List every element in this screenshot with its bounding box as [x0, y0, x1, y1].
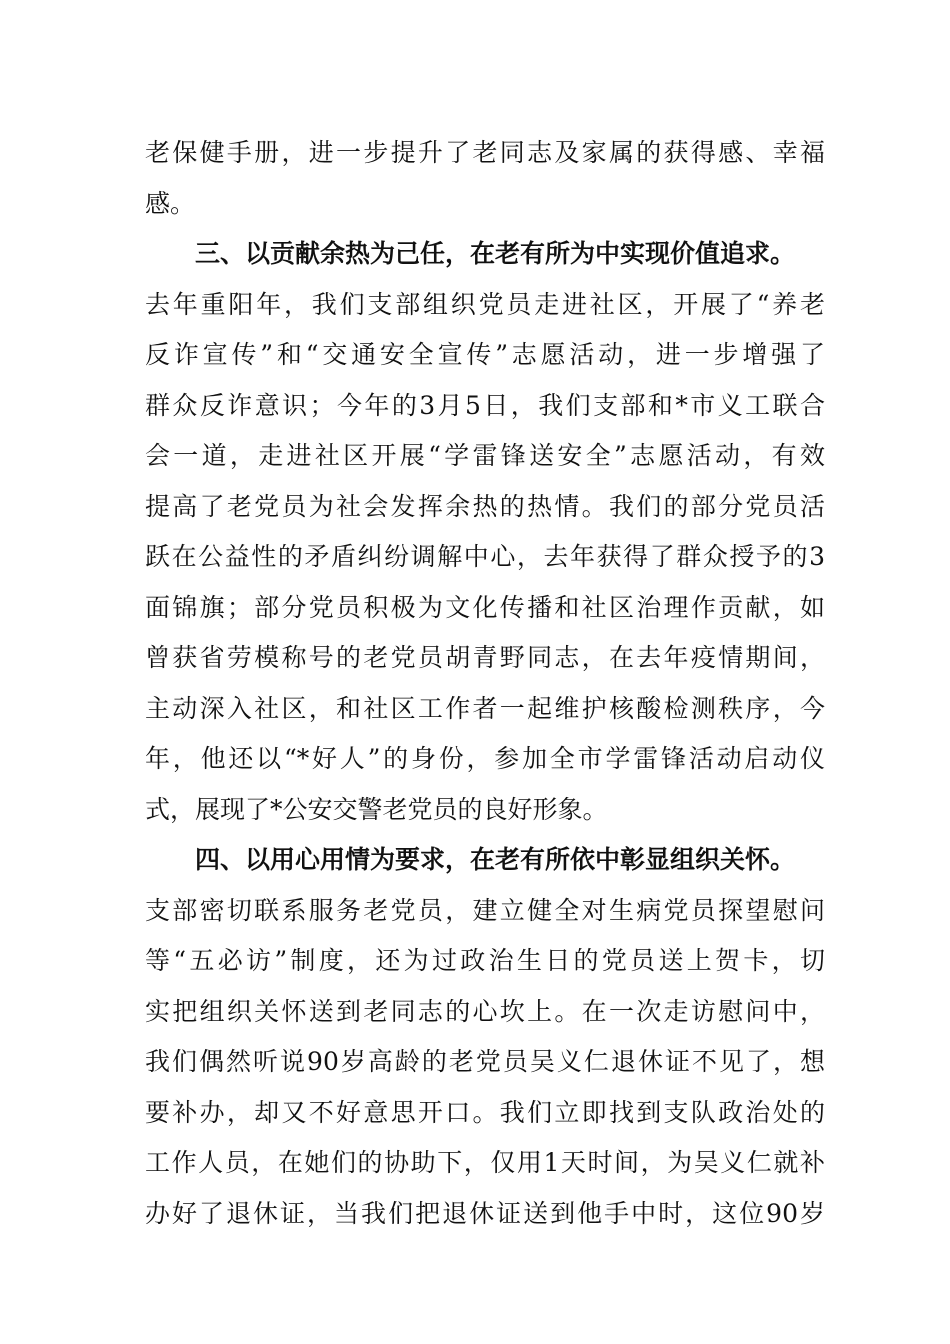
paragraph-last-line: 式，展现了*公安交警老党员的良好形象。 — [145, 794, 608, 824]
text-line: 曾获省劳模称号的老党员胡青野同志，在去年疫情期间， — [145, 643, 825, 672]
text-line: 群众反诈意识；今年的3月5日，我们支部和*市义工联合 — [145, 390, 825, 420]
text-line: 反诈宣传”和“交通安全宣传”志愿活动，进一步增强了 — [145, 340, 825, 369]
text-line: 等“五必访”制度，还为过政治生日的党员送上贺卡，切 — [145, 946, 825, 975]
text-line: 会一道，走进社区开展“学雷锋送安全”志愿活动，有效 — [145, 441, 825, 470]
text-line: 老保健手册，进一步提升了老同志及家属的获得感、幸福 — [145, 138, 825, 167]
text-line: 提高了老党员为社会发挥余热的热情。我们的部分党员活 — [145, 491, 825, 521]
text-line: 实把组织关怀送到老同志的心坎上。在一次走访慰问中， — [145, 996, 825, 1026]
text-line: 办好了退休证，当我们把退休证送到他手中时，这位90岁 — [145, 1198, 825, 1228]
text-line: 年，他还以“*好人”的身份，参加全市学雷锋活动启动仪 — [145, 744, 825, 773]
paragraph-last-line: 感。 — [145, 188, 196, 218]
text-line: 我们偶然听说90岁高龄的老党员吴义仁退休证不见了，想 — [145, 1047, 825, 1076]
section-heading: 四、以用心用情为要求，在老有所依中彰显组织关怀。 — [195, 845, 796, 874]
text-line: 支部密切联系服务老党员，建立健全对生病党员探望慰问 — [145, 895, 825, 925]
section-heading: 三、以贡献余热为己任，在老有所为中实现价值追求。 — [195, 239, 796, 268]
text-line: 要补办，却又不好意思开口。我们立即找到支队政治处的 — [145, 1097, 825, 1127]
text-line: 面锦旗；部分党员积极为文化传播和社区治理作贡献，如 — [145, 592, 825, 622]
text-line: 去年重阳年，我们支部组织党员走进社区，开展了“养老 — [145, 289, 825, 319]
text-line: 主动深入社区，和社区工作者一起维护核酸检测秩序，今 — [145, 693, 825, 723]
text-line: 工作人员，在她们的协助下，仅用1天时间，为吴义仁就补 — [145, 1148, 825, 1177]
text-line: 跃在公益性的矛盾纠纷调解中心，去年获得了群众授予的3 — [145, 542, 825, 571]
